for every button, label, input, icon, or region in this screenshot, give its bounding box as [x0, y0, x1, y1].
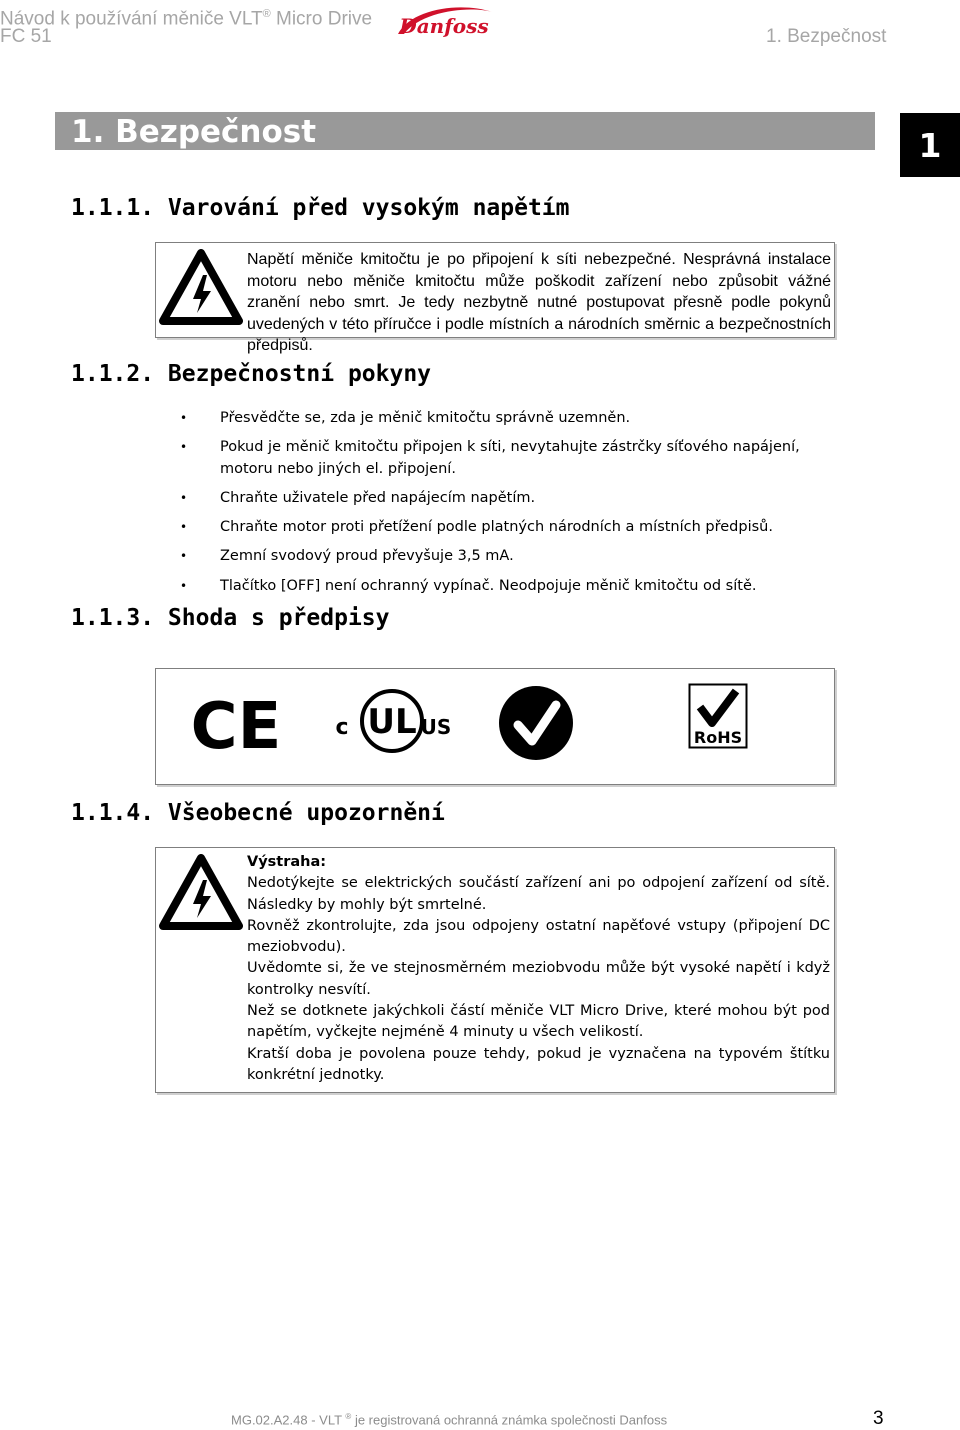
- list-item-text: Chraňte motor proti přetížení podle platných národních a místních předpisů.: [220, 519, 773, 536]
- bullet-icon: •: [180, 578, 188, 593]
- high-voltage-warning-icon: [159, 854, 243, 932]
- section-heading-1-1-1: 1.1.1. Varování před vysokým napětím: [71, 195, 570, 221]
- bullet-icon: •: [180, 440, 188, 455]
- list-item: [180, 517, 840, 538]
- high-voltage-warning-text: Napětí měniče kmitočtu je po připojení k síti nebezpečné. Nesprávná instalace motoru nebo měniče kmitočtu může poškodit zařízení nebo způsobit vážné zranění nebo smrt. Je tedy nezbytně nutné postupovat přesně podle pokynů uvedených v této příručce i podle místních a národních směrnic a bezpečnostních předpisů.: [247, 251, 831, 354]
- cul-us-mark-icon: [332, 681, 452, 761]
- footer-code: MG.02.A2.48 - VLT: [231, 1412, 342, 1428]
- list-item: [180, 408, 840, 429]
- list-item: [180, 437, 840, 480]
- header-title-suffix: Micro Drive: [270, 8, 373, 30]
- header-section: 1. Bezpečnost: [766, 26, 887, 47]
- list-item-text: Přesvědčte se, zda je měnič kmitočtu správně uzemněn.: [220, 410, 631, 426]
- footer-registered-mark: ®: [345, 1412, 352, 1421]
- warning-paragraph: Nedotýkejte se elektrických součástí zařízení ani po odpojení zařízení od sítě. Následky by mohly být smrtelné.: [247, 875, 830, 913]
- warning-paragraph: Uvědomte si, že ve stejnosměrném meziobvodu může být vysoké napětí i když kontrolky nesvítí.: [247, 960, 830, 998]
- bullet-icon: •: [180, 549, 188, 564]
- c-tick-mark-icon: [496, 683, 576, 763]
- list-item-text: Zemní svodový proud převyšuje 3,5 mA.: [220, 548, 514, 565]
- rohs-text: RoHS: [693, 728, 743, 747]
- list-item-text: Chraňte uživatele před napájecím napětím.: [220, 489, 536, 506]
- warning-paragraph: Kratší doba je povolena pouze tehdy, pokud je vyznačena na typovém štítku konkrétní jednotky.: [247, 1045, 830, 1083]
- header-model: FC 51: [0, 26, 52, 47]
- section-heading-1-1-2: 1.1.2. Bezpečnostní pokyny: [71, 361, 432, 387]
- page-number: 3: [873, 1408, 884, 1429]
- danfoss-logo: [392, 4, 496, 44]
- ul-c-text: c: [335, 715, 349, 740]
- list-item: [180, 576, 840, 597]
- danfoss-logo-text: Danfoss: [399, 14, 489, 38]
- section-heading-1-1-3: 1.1.3. Shoda s předpisy: [71, 605, 390, 631]
- warning-paragraph: Než se dotknete jakýchkoli částí měniče VLT Micro Drive, které mohou být pod napětím, vyčkejte nejméně 4 minuty u všech velikostí.: [247, 1003, 830, 1041]
- ce-mark-text: CE: [190, 693, 282, 757]
- chapter-tab: 1: [900, 113, 960, 177]
- general-warning-text: [247, 852, 830, 1086]
- list-item-text: Tlačítko [OFF] není ochranný vypínač. Neodpojuje měnič kmitočtu od sítě.: [220, 577, 757, 594]
- ul-us-text: US: [420, 715, 452, 739]
- general-warning-box: [155, 847, 835, 1093]
- chapter-title: 1. Bezpečnost: [55, 112, 875, 150]
- list-item: [180, 546, 840, 567]
- registered-mark: ®: [262, 8, 271, 20]
- warning-paragraph: Rovněž zkontrolujte, zda jsou odpojeny ostatní napěťové vstupy (připojení DC meziobvodu).: [247, 917, 830, 956]
- header-title-prefix: Návod k používání měniče VLT: [0, 8, 263, 30]
- high-voltage-warning-box: [155, 242, 835, 354]
- list-item: [180, 488, 840, 509]
- ul-text: UL: [367, 702, 417, 742]
- ce-mark-icon: [190, 693, 282, 757]
- warning-label: Výstraha:: [247, 854, 327, 870]
- certification-logos-box: [155, 668, 835, 785]
- high-voltage-warning-icon: [159, 249, 243, 327]
- section-heading-1-1-4: 1.1.4. Všeobecné upozornění: [71, 800, 445, 826]
- rohs-mark-icon: [688, 683, 748, 749]
- header-manual-title: [0, 3, 372, 30]
- footer-text: [231, 1412, 667, 1427]
- list-item-text: Pokud je měnič kmitočtu připojen k síti, nevytahujte zástrčky síťového napájení, motoru nebo jiných el. připojení.: [220, 439, 800, 477]
- footer-trademark-text: je registrovaná ochranná známka společnosti Danfoss: [351, 1412, 668, 1428]
- bullet-icon: •: [180, 411, 188, 425]
- bullet-icon: •: [180, 520, 188, 535]
- bullet-icon: •: [180, 490, 188, 505]
- safety-instructions-list: [180, 408, 840, 605]
